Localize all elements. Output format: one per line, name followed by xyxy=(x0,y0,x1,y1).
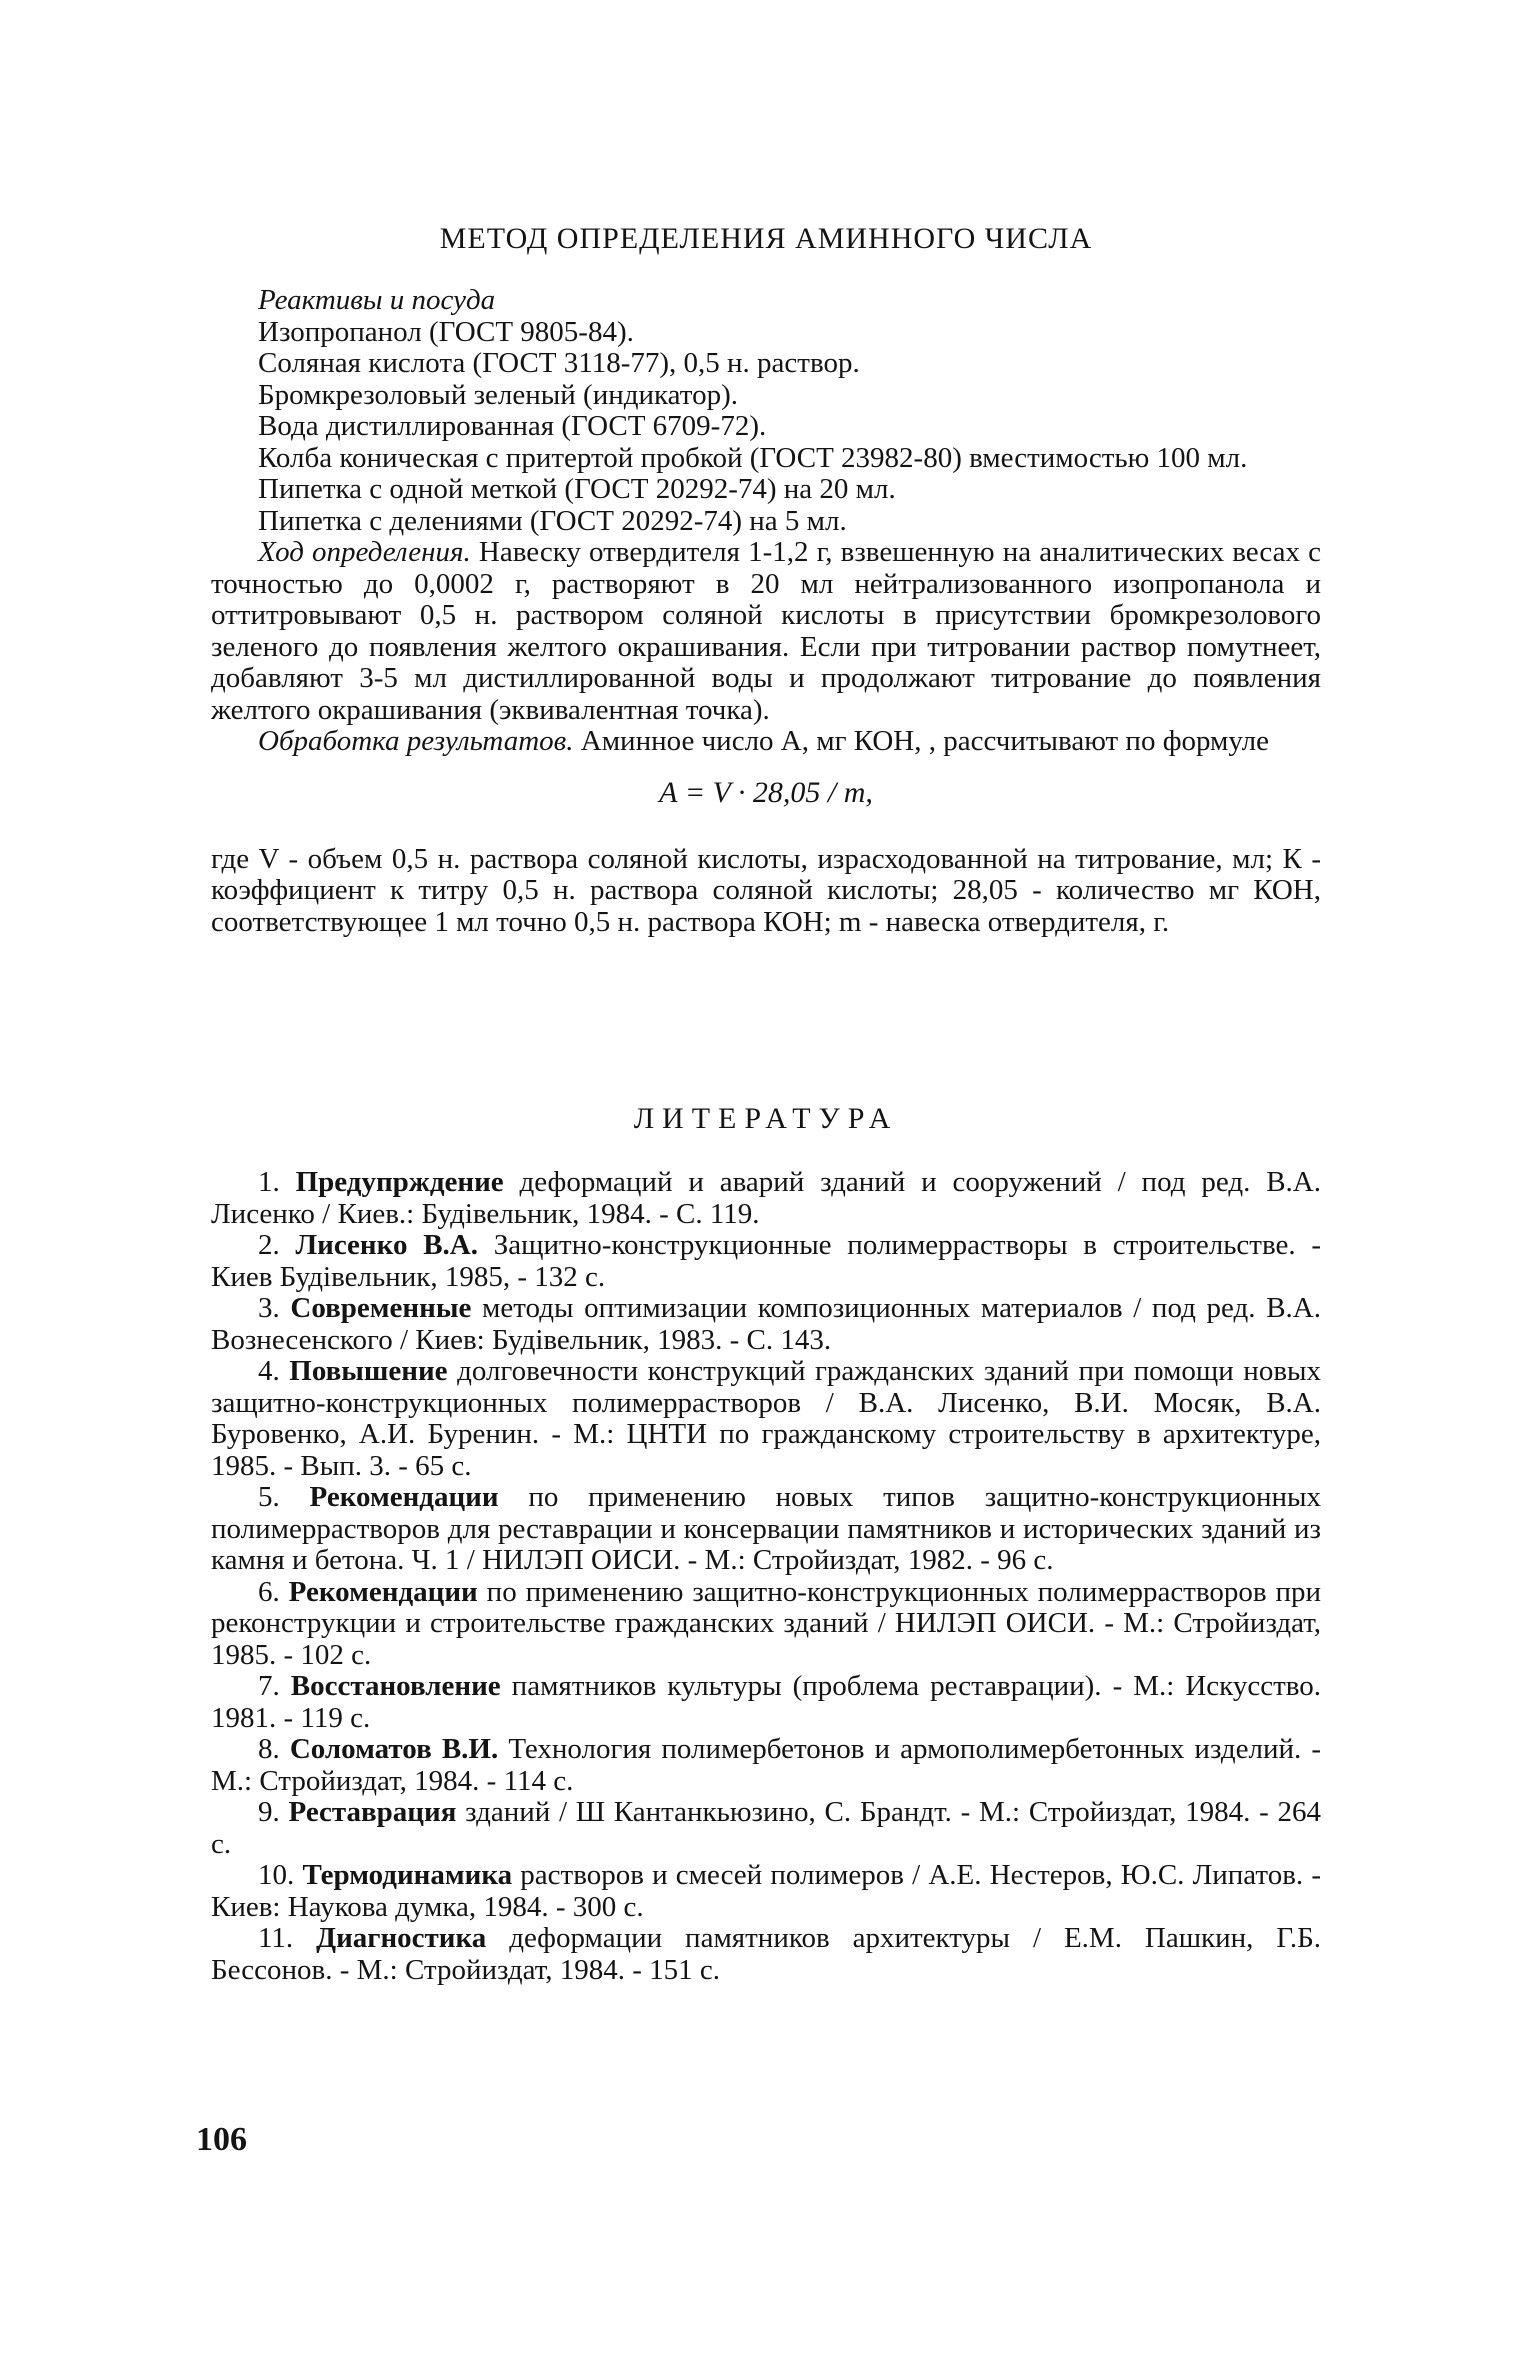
processing-heading: Обработка результатов. xyxy=(258,725,574,757)
literature-list xyxy=(211,1167,1321,1986)
reference-title: Диагностика xyxy=(316,1922,487,1954)
reagent-item: Колба коническая с притертой пробкой (ГОСТ 23982-80) вместимостью 100 мл. xyxy=(258,441,1248,474)
procedure-paragraph xyxy=(211,537,1321,726)
reference-item xyxy=(211,1671,1321,1734)
reagent-item: Пипетка с одной меткой (ГОСТ 20292-74) на 20 мл. xyxy=(258,473,896,505)
reagent-item: Изопропанол (ГОСТ 9805-84). xyxy=(258,315,634,348)
reference-number: 2. xyxy=(258,1229,280,1261)
reference-number: 4. xyxy=(258,1355,280,1387)
page-number: 106 xyxy=(196,2121,247,2158)
reference-text: зданий / Ш Кантанкьюзино, С. Брандт. - М.: Стройиздат, 1984. - 264 с. xyxy=(211,1796,1321,1860)
reference-item xyxy=(211,1230,1321,1293)
reference-text: деформаций и аварий зданий и сооружений / под ред. В.А. Лисенко / Киев.: Будiвельник, 1984. - С. 119. xyxy=(211,1166,1322,1230)
processing-text: Аминное число А, мг КОН, , рассчитывают по формуле xyxy=(580,725,1269,757)
reference-text: методы оптимизации композиционных материалов / под ред. В.А. Вознесенского / Киев: Будiвельник, 1983. - С. 143. xyxy=(211,1292,1321,1356)
reference-title: Рекомендации xyxy=(309,1481,499,1513)
reference-item xyxy=(211,1167,1321,1230)
method-section xyxy=(211,285,1321,938)
reference-number: 7. xyxy=(258,1670,280,1702)
literature-title: ЛИТЕРАТУРА xyxy=(633,1102,899,1135)
reference-title: Термодинамика xyxy=(302,1859,513,1891)
processing-paragraph xyxy=(211,726,1321,758)
reference-title: Реставрация xyxy=(288,1796,457,1828)
reference-number: 10. xyxy=(258,1859,295,1891)
reference-text: памятников культуры (проблема реставрации). - М.: Искусство. 1981. - 119 с. xyxy=(211,1670,1321,1734)
formula: А = V · 28,05 / m, xyxy=(659,775,873,809)
reagents-heading: Реактивы и посуда xyxy=(258,284,496,316)
method-title: МЕТОД ОПРЕДЕЛЕНИЯ АМИННОГО ЧИСЛА xyxy=(439,222,1093,255)
reference-number: 11. xyxy=(258,1922,294,1954)
reference-item xyxy=(211,1797,1321,1860)
formula-legend: где V - объем 0,5 н. раствора соляной кислоты, израсходованной на титрование, мл; К - коэффициент к титру 0,5 н. раствора соляной кислоты; 28,05 - количество мг КОН, соответствующее 1 мл точно 0,5 н. раствора КОН; m - навеска отвердителя, г. xyxy=(211,842,1321,938)
reference-title: Современные xyxy=(290,1292,472,1324)
reagent-item: Пипетка с делениями (ГОСТ 20292-74) на 5 мл. xyxy=(258,504,847,537)
reference-text: долговечности конструкций гражданских зданий при помощи новых защитно-конструкционных полимеррастворов / В.А. Лисенко, В.И. Мосяк, В.А. Буровенко, А.И. Буренин. - М.: ЦНТИ по гражданскому строительству в архитектуре, 1985. - Вып. 3. - 65 с. xyxy=(211,1355,1321,1482)
reference-text: растворов и смесей полимеров / А.Е. Нестеров, Ю.С. Липатов. - Киев: Наукова думка, 1984. - 300 с. xyxy=(211,1859,1321,1923)
reference-title: Восстановление xyxy=(290,1670,501,1702)
reference-item xyxy=(211,1482,1321,1577)
reference-text: по применению новых типов защитно-конструкционных полимеррастворов для реставрации и консервации памятников и исторических зданий из камня и бетона. Ч. 1 / НИЛЭП ОИСИ. - М.: Стройиздат, 1982. - 96 с. xyxy=(211,1481,1322,1576)
reference-item xyxy=(211,1577,1321,1672)
reagent-item: Соляная кислота (ГОСТ 3118-77), 0,5 н. раствор. xyxy=(258,347,860,379)
reference-title: Повышение xyxy=(289,1355,448,1387)
reference-item xyxy=(211,1923,1321,1986)
reference-item xyxy=(211,1356,1321,1482)
reference-number: 5. xyxy=(258,1481,280,1513)
reference-item xyxy=(211,1860,1321,1923)
reference-number: 8. xyxy=(258,1733,280,1765)
reference-title: Предупрждение xyxy=(295,1166,504,1198)
reference-title: Соломатов В.И. xyxy=(289,1733,499,1765)
reference-title: Рекомендации xyxy=(288,1575,478,1608)
reference-number: 1. xyxy=(258,1166,280,1198)
reference-text: по применению защитно-конструкционных полимеррастворов при реконструкции и строительстве гражданских зданий / НИЛЭП ОИСИ. - М.: Стройиздат, 1985. - 102 с. xyxy=(211,1575,1321,1671)
reference-number: 9. xyxy=(258,1796,280,1828)
reagent-item: Бромкрезоловый зеленый (индикатор). xyxy=(258,378,738,411)
procedure-text: Навеску отвердителя 1-1,2 г, взвешенную на аналитических весах с точностью до 0,0002 г, растворяют в 20 мл нейтрализованного изопропанола и оттитровывают 0,5 н. раствором соляной кислоты в присутствии бромкрезолового зеленого до появления желтого окрашивания. Если при титровании раствор помутнеет, добавляют 3-5 мл дистиллированной воды и продолжают титрование до появления желтого окрашивания (эквивалентная точка). xyxy=(211,536,1321,726)
reagent-item: Вода дистиллированная (ГОСТ 6709-72). xyxy=(258,410,767,442)
reference-text: Защитно-конструкционные полимеррастворы в строительстве. - Киев Будiвельник, 1985, - 132 с. xyxy=(211,1229,1322,1293)
procedure-heading: Ход определения. xyxy=(258,536,471,568)
reference-item xyxy=(211,1734,1321,1797)
reference-text: Технология полимербетонов и армополимербетонных изделий. - М.: Стройиздат, 1984. - 114 с. xyxy=(211,1733,1322,1797)
reference-number: 3. xyxy=(258,1292,280,1324)
reference-item xyxy=(211,1293,1321,1356)
reference-text: деформации памятников архитектуры / Е.М. Пашкин, Г.Б. Бессонов. - М.: Стройиздат, 1984. - 151 с. xyxy=(211,1922,1321,1986)
reference-number: 6. xyxy=(258,1575,280,1608)
reference-title: Лисенко В.А. xyxy=(295,1229,479,1261)
